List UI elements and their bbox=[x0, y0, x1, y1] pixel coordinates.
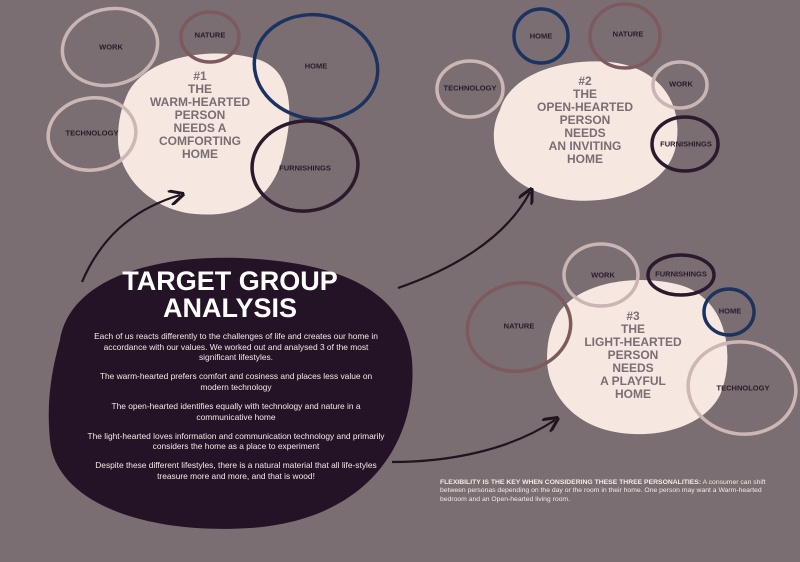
ring-label-furnishings-3: FURNISHINGS bbox=[655, 269, 707, 279]
ring-label-home-1: HOME bbox=[304, 61, 328, 71]
main-title: TARGET GROUP ANALYSIS bbox=[122, 266, 338, 323]
persona-2-number: #2 bbox=[578, 74, 592, 88]
footnote-text: A consumer can shift between personas depending on the day or the room in their home. One person may want a Warm-hearted bedroom and an Open-hearted living room. bbox=[440, 479, 766, 503]
ring-label-work-2: WORK bbox=[669, 79, 693, 89]
persona-1-title: THE WARM-HEARTED PERSON NEEDS A COMFORTING HOME bbox=[150, 82, 250, 161]
main-paragraph-warm: The warm-hearted prefers comfort and cosiness and places less value on modern technology bbox=[99, 371, 373, 392]
ring-label-nature-3: NATURE bbox=[503, 321, 535, 331]
main-paragraph-intro: Each of us reacts differently to the challenges of life and creates our home in accordance with our values. We worked out and analysed 3 of the most significant lifestyles. bbox=[94, 331, 378, 363]
ring-label-home-2: HOME bbox=[529, 31, 553, 41]
arrow-to-persona-3 bbox=[392, 420, 555, 462]
main-paragraph-wood: Despite these different lifestyles, there is a natural material that all life-styles treasure more and more, and that is wood! bbox=[95, 460, 377, 481]
ring-label-nature-1: NATURE bbox=[194, 30, 226, 40]
ring-label-work-3: WORK bbox=[591, 270, 615, 280]
persona-3-number: #3 bbox=[626, 309, 640, 323]
ring-label-furnishings-2: FURNISHINGS bbox=[660, 139, 712, 149]
ring-label-home-3: HOME bbox=[718, 306, 742, 316]
ring-label-technology-1: TECHNOLOGY bbox=[65, 128, 119, 138]
persona-1-number: #1 bbox=[193, 69, 207, 83]
ring-label-technology-3: TECHNOLOGY bbox=[716, 383, 770, 393]
footnote bbox=[440, 479, 788, 504]
footnote-lead: FLEXIBILITY IS THE KEY WHEN CONSIDERING THESE THREE PERSONALITIES: bbox=[440, 479, 702, 486]
main-paragraph-light: The light-hearted loves information and communication technology and primarily considers the home as a place to experiment bbox=[87, 430, 385, 452]
ring-label-technology-2: TECHNOLOGY bbox=[443, 83, 497, 93]
persona-3-title: THE LIGHT-HEARTED PERSON NEEDS A PLAYFUL HOME bbox=[584, 322, 682, 401]
arrow-to-persona-2 bbox=[398, 192, 530, 288]
ring-label-furnishings-1: FURNISHINGS bbox=[279, 163, 331, 173]
main-body bbox=[86, 331, 386, 490]
persona-2-title: THE OPEN-HEARTED PERSON NEEDS AN INVITING HOME bbox=[536, 87, 633, 166]
ring-label-nature-2: NATURE bbox=[612, 29, 644, 39]
ring-label-work-1: WORK bbox=[99, 42, 123, 52]
main-paragraph-open: The open-hearted identifies equally with technology and nature in a communicative home bbox=[111, 400, 361, 422]
